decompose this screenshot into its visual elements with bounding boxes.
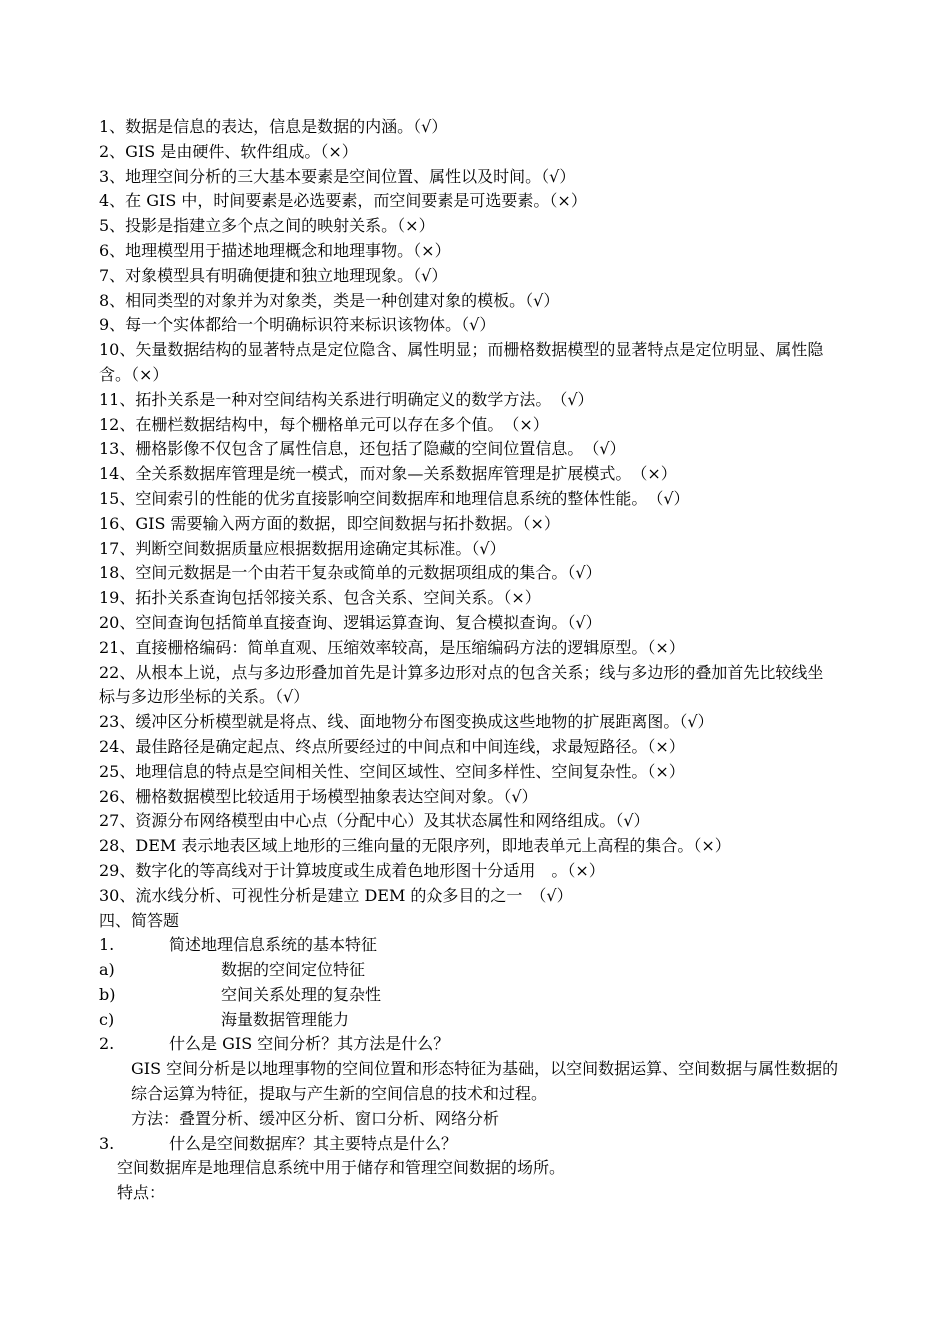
judgment-item-29: 29、数字化的等高线对于计算坡度或生成着色地形图十分适用 。（×） [99, 860, 605, 880]
judgment-item-8: 8、相同类型的对象并为对象类，类是一种创建对象的模板。（√） [99, 290, 560, 310]
judgment-item-5: 5、投影是指建立多个点之间的映射关系。（×） [99, 216, 435, 236]
question-1-point-b [99, 983, 839, 1008]
judgment-item-1: 1、数据是信息的表达，信息是数据的内涵。（√） [99, 117, 448, 136]
question-2-title [99, 1032, 839, 1057]
judgment-item-23: 23、缓冲区分析模型就是将点、线、面地物分布图变换成这些地物的扩展距离图。（√） [99, 712, 714, 732]
point-text: 数据的空间定位特征 [221, 960, 366, 980]
judgment-item-11: 11、拓扑关系是一种对空间结构关系进行明确定义的数学方法。 （√） [99, 389, 594, 409]
judgment-item-19: 19、拓扑关系查询包括邻接关系、包含关系、空间关系。（×） [99, 588, 541, 608]
judgment-item-17: 17、判断空间数据质量应根据数据用途确定其标准。（√） [99, 538, 506, 558]
point-label: c) [99, 1009, 115, 1029]
judgment-item-15: 15、空间索引的性能的优劣直接影响空间数据库和地理信息系统的整体性能。 （√） [99, 488, 690, 508]
question-1-title [99, 933, 839, 958]
judgment-item-22: 22、从根本上说，点与多边形叠加首先是计算多边形对点的包含关系；线与多边形的叠加首先比较线坐标与多边形坐标的关系。（√） [99, 662, 824, 707]
point-label: a) [99, 960, 115, 980]
question-1-text: 简述地理信息系统的基本特征 [169, 935, 378, 955]
judgment-item-30: 30、流水线分析、可视性分析是建立 DEM 的众多目的之一 （√） [99, 885, 573, 905]
question-3-features-label: 特点： [117, 1183, 166, 1203]
question-1-point-c [99, 1008, 839, 1033]
question-3-number: 3. [99, 1133, 115, 1153]
judgment-item-7: 7、对象模型具有明确便捷和独立地理现象。（√） [99, 265, 448, 285]
judgment-item-16: 16、GIS 需要输入两方面的数据，即空间数据与拓扑数据。（×） [99, 513, 560, 533]
question-2-methods: 方法：叠置分析、缓冲区分析、窗口分析、网络分析 [131, 1108, 500, 1128]
judgment-item-10: 10、矢量数据结构的显著特点是定位隐含、属性明显；而栅格数据模型的显著特点是定位明显、属性隐含。（×） [99, 340, 824, 384]
judgment-item-24: 24、最佳路径是确定起点、终点所要经过的中间点和中间连线，求最短路径。（×） [99, 736, 685, 756]
question-1-number: 1. [99, 935, 115, 955]
point-text: 海量数据管理能力 [221, 1009, 350, 1029]
judgment-item-26: 26、栅格数据模型比较适用于场模型抽象表达空间对象。（√） [99, 786, 538, 806]
judgment-item-6: 6、地理模型用于描述地理概念和地理事物。（×） [99, 240, 451, 260]
question-2-answer: GIS 空间分析是以地理事物的空间位置和形态特征为基础，以空间数据运算、空间数据与属性数据的综合运算为特征，提取与产生新的空间信息的技术和过程。 [131, 1059, 839, 1104]
point-text: 空间关系处理的复杂性 [221, 984, 382, 1004]
section-heading: 四、简答题 [99, 910, 180, 930]
question-3-title [99, 1132, 839, 1157]
question-2-number: 2. [99, 1034, 115, 1054]
question-3-answer: 空间数据库是地理信息系统中用于储存和管理空间数据的场所。 [117, 1158, 566, 1178]
judgment-item-4: 4、在 GIS 中，时间要素是必选要素，而空间要素是可选要素。（×） [99, 191, 587, 211]
judgment-item-21: 21、直接栅格编码：简单直观、压缩效率较高，是压缩编码方法的逻辑原型。（×） [99, 637, 685, 657]
judgment-item-13: 13、栅格影像不仅包含了属性信息，还包括了隐藏的空间位置信息。 （√） [99, 439, 626, 459]
judgment-item-2: 2、GIS 是由硬件、软件组成。（×） [99, 141, 358, 161]
question-1-point-a [99, 958, 839, 983]
judgment-item-20: 20、空间查询包括简单直接查询、逻辑运算查询、复合模拟查询。（√） [99, 612, 602, 632]
judgment-item-14: 14、全关系数据库管理是统一模式，而对象—关系数据库管理是扩展模式。 （×） [99, 464, 677, 484]
judgment-item-28: 28、DEM 表示地表区域上地形的三维向量的无限序列，即地表单元上高程的集合。（×） [99, 836, 731, 856]
question-2-text: 什么是 GIS 空间分析？其方法是什么？ [169, 1034, 450, 1054]
judgment-item-3: 3、地理空间分析的三大基本要素是空间位置、属性以及时间。（√） [99, 166, 576, 186]
judgment-item-27: 27、资源分布网络模型由中心点（分配中心）及其状态属性和网络组成。（√） [99, 811, 650, 831]
content-block [99, 115, 839, 1206]
judgment-item-25: 25、地理信息的特点是空间相关性、空间区域性、空间多样性、空间复杂性。（×） [99, 761, 685, 781]
question-3-text: 什么是空间数据库？其主要特点是什么？ [169, 1133, 458, 1153]
judgment-item-18: 18、空间元数据是一个由若干复杂或简单的元数据项组成的集合。（√） [99, 563, 602, 583]
judgment-item-9: 9、每一个实体都给一个明确标识符来标识该物体。（√） [99, 315, 496, 335]
point-label: b) [99, 984, 116, 1004]
judgment-item-12: 12、在栅栏数据结构中，每个栅格单元可以存在多个值。 （×） [99, 414, 549, 434]
